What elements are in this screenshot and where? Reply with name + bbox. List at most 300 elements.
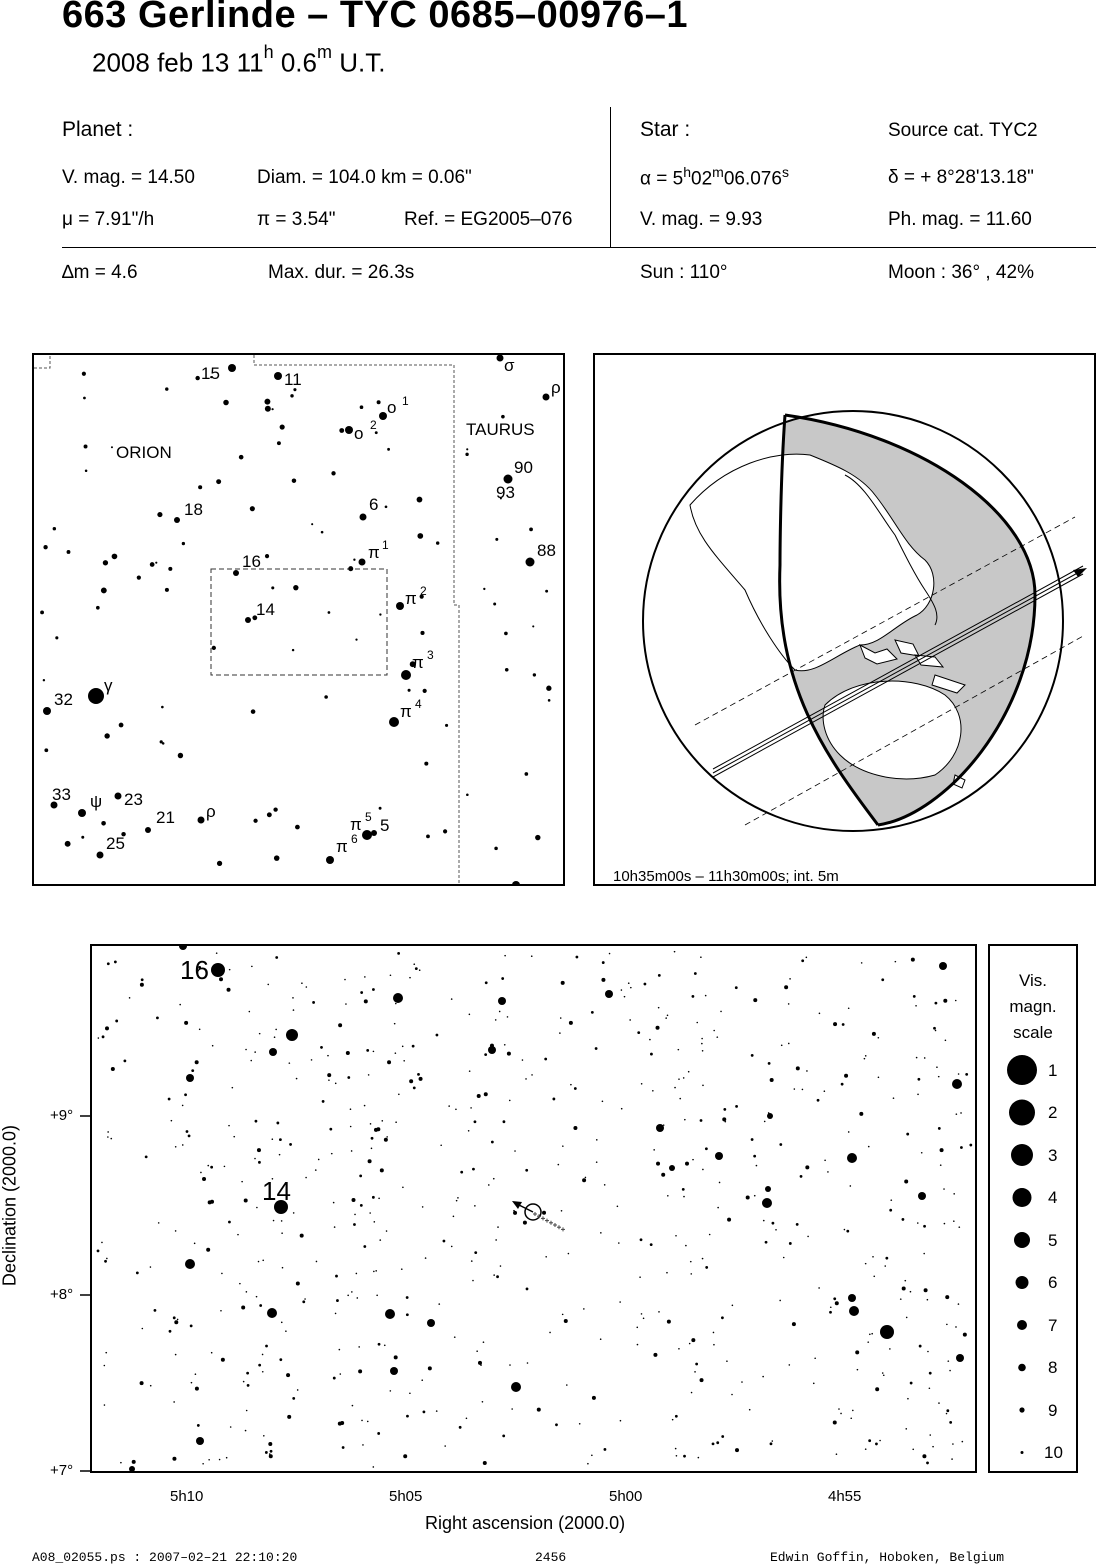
- mag-label: 1: [1048, 1061, 1058, 1080]
- field-star: [650, 1053, 653, 1056]
- field-star: [690, 1273, 692, 1275]
- field-star: [246, 1372, 249, 1375]
- field-star: [104, 1404, 106, 1406]
- field-star: [123, 1059, 126, 1062]
- field-star: [709, 1234, 711, 1236]
- field-star: [281, 1322, 283, 1324]
- field-star: [401, 1268, 403, 1270]
- field-star: [568, 1253, 570, 1255]
- field-star: [179, 946, 187, 950]
- field-star: [459, 1426, 462, 1429]
- field-star: [438, 1303, 440, 1305]
- field-star: [490, 1044, 494, 1048]
- field-star: [262, 1371, 264, 1373]
- field-star: [373, 1466, 375, 1468]
- field-star: [340, 1421, 344, 1425]
- y-tick-7: +7°: [50, 1462, 74, 1479]
- finder-star: [233, 570, 239, 576]
- field-star: [287, 1415, 291, 1419]
- star-label: 5: [380, 816, 390, 835]
- field-star: [692, 995, 695, 998]
- sun-elongation: Sun : 110°: [640, 262, 728, 283]
- field-star: [715, 1152, 723, 1160]
- field-star: [569, 1021, 573, 1025]
- field-star: [436, 1034, 439, 1037]
- field-star: [421, 1379, 423, 1381]
- field-star: [269, 1048, 277, 1056]
- field-star: [921, 1152, 923, 1154]
- field-star: [427, 1319, 435, 1327]
- field-star: [938, 1076, 940, 1078]
- mag-scale-dot: [1011, 1144, 1033, 1166]
- field-star: [531, 955, 533, 957]
- finder-star: [228, 364, 236, 372]
- field-star: [596, 1139, 598, 1141]
- field-star: [381, 1120, 383, 1122]
- field-star: [922, 1195, 925, 1198]
- field-star: [595, 1047, 598, 1050]
- field-star: [735, 986, 738, 989]
- field-star: [713, 1030, 715, 1032]
- field-star: [963, 1333, 967, 1337]
- x-tick-5h10: 5h10: [170, 1488, 204, 1505]
- field-star: [604, 1184, 606, 1186]
- finder-star: [504, 632, 508, 636]
- field-star: [883, 1374, 885, 1376]
- field-star: [667, 1014, 669, 1016]
- field-star: [558, 1164, 560, 1166]
- field-star: [582, 1178, 586, 1182]
- field-star: [643, 1317, 645, 1319]
- field-star: [953, 1193, 955, 1195]
- field-star: [395, 1121, 397, 1123]
- field-star: [156, 1016, 159, 1019]
- field-star: [107, 962, 110, 965]
- star-label: 2: [420, 584, 427, 598]
- field-star: [559, 1032, 561, 1034]
- mag-label: 8: [1048, 1358, 1058, 1377]
- field-star: [621, 1108, 623, 1110]
- field-star: [140, 983, 144, 987]
- mag-scale-dot: [1007, 1055, 1037, 1085]
- field-star: [923, 1225, 926, 1228]
- field-star: [107, 1131, 109, 1133]
- field-star: [318, 1159, 320, 1161]
- field-star: [335, 1083, 337, 1085]
- field-star: [904, 1179, 908, 1183]
- field-star: [503, 1120, 506, 1123]
- mag-scale-dot: [1014, 1232, 1030, 1248]
- y-axis-label: Declination (2000.0): [0, 1124, 20, 1287]
- field-star: [889, 1209, 892, 1212]
- field-star: [483, 1461, 487, 1465]
- finder-star: [103, 560, 108, 565]
- field-star: [587, 1463, 589, 1465]
- finder-star: [529, 527, 533, 531]
- field-star: [840, 1413, 842, 1415]
- field-star: [184, 1021, 188, 1025]
- field-star: [186, 1074, 194, 1082]
- field-star: [946, 1409, 949, 1412]
- field-star: [917, 1094, 919, 1096]
- finder-star: [44, 748, 48, 752]
- ra-prefix: α = 5: [640, 168, 684, 190]
- finder-chart-svg: [34, 355, 563, 884]
- field-star: [880, 1325, 894, 1339]
- finder-star: [174, 517, 180, 523]
- field-star: [796, 1066, 800, 1070]
- field-star: [695, 1363, 698, 1366]
- field-star: [838, 1408, 840, 1410]
- finder-star: [417, 497, 423, 503]
- field-star: [705, 1266, 708, 1269]
- field-star: [263, 1435, 265, 1437]
- finder-star: [274, 372, 282, 380]
- field-star: [700, 956, 702, 958]
- field-star: [705, 1147, 708, 1150]
- ra-minutes: 02: [691, 168, 713, 190]
- field-star: [794, 1088, 796, 1090]
- field-star: [910, 1291, 912, 1293]
- field-star: [484, 1053, 487, 1056]
- field-star: [770, 1442, 773, 1445]
- field-star: [956, 1113, 958, 1115]
- field-star: [111, 1067, 115, 1071]
- field-star: [721, 1316, 724, 1319]
- field-star: [789, 1364, 791, 1366]
- field-star: [604, 1448, 607, 1451]
- field-star: [847, 1153, 857, 1163]
- mag-scale-dot: [1018, 1364, 1026, 1372]
- field-star: [801, 959, 804, 962]
- field-star: [924, 1057, 926, 1059]
- field-star: [482, 1401, 484, 1403]
- finder-star: [267, 812, 272, 817]
- magnitude-scale: [988, 944, 1078, 1473]
- field-star: [195, 1373, 197, 1375]
- field-star: [378, 1343, 381, 1346]
- field-star: [864, 1058, 866, 1060]
- field-star: [511, 1408, 513, 1410]
- field-star: [824, 1090, 826, 1092]
- field-star: [763, 1220, 765, 1222]
- finder-star: [545, 590, 548, 593]
- star-label: π: [350, 815, 362, 834]
- field-star: [653, 1353, 657, 1357]
- field-star: [228, 1221, 231, 1224]
- field-star: [371, 1148, 373, 1150]
- field-star: [885, 1257, 888, 1260]
- field-star: [196, 1437, 204, 1445]
- field-star: [855, 1350, 859, 1354]
- field-star: [258, 1161, 261, 1164]
- field-star: [208, 1459, 210, 1461]
- field-star: [871, 1333, 873, 1335]
- field-star: [650, 1243, 653, 1246]
- field-star: [302, 1300, 305, 1303]
- mag-scale-dot: [1021, 1451, 1024, 1454]
- field-star: [570, 1084, 572, 1086]
- field-star: [775, 1229, 777, 1231]
- field-star: [927, 1351, 929, 1353]
- finder-star: [277, 441, 281, 445]
- finder-star: [161, 706, 164, 709]
- field-star: [656, 1162, 660, 1166]
- field-star: [419, 1077, 423, 1081]
- field-star: [788, 1003, 790, 1005]
- field-star: [911, 958, 915, 962]
- finder-star: [328, 611, 331, 614]
- field-star: [835, 1301, 839, 1305]
- field-star: [328, 1079, 330, 1081]
- field-star: [498, 997, 506, 1005]
- field-star: [362, 1444, 364, 1446]
- detail-chart-svg: [92, 946, 975, 1471]
- field-star: [395, 1052, 397, 1054]
- field-star: [359, 1174, 362, 1177]
- time-system: U.T.: [331, 47, 386, 78]
- y-tick-8: +8°: [50, 1286, 74, 1303]
- field-star: [667, 1320, 671, 1324]
- field-star: [398, 1094, 400, 1096]
- mag-scale-dot: [1019, 1407, 1024, 1412]
- field-star: [366, 1049, 369, 1052]
- star-label: 5: [365, 810, 372, 824]
- field-star: [852, 1410, 854, 1412]
- finder-star: [145, 827, 151, 833]
- field-star: [275, 1029, 277, 1031]
- field-star: [564, 1319, 568, 1323]
- finder-star: [548, 699, 551, 702]
- field-star: [384, 1138, 388, 1142]
- field-star: [628, 982, 630, 984]
- field-star: [387, 1060, 391, 1064]
- field-star: [367, 1421, 369, 1423]
- field-star: [384, 1344, 386, 1346]
- field-star: [509, 1100, 511, 1102]
- field-star: [356, 1273, 358, 1275]
- field-star: [720, 1011, 722, 1013]
- field-star: [276, 1122, 279, 1125]
- field-star: [286, 1029, 298, 1041]
- field-star: [443, 1240, 446, 1243]
- field-star: [779, 1143, 782, 1146]
- field-star: [857, 1369, 859, 1371]
- field-star: [652, 1090, 654, 1092]
- finder-star: [295, 825, 300, 830]
- field-star: [375, 1270, 377, 1272]
- source-catalog: Source cat. TYC2: [888, 120, 1038, 141]
- finder-star: [165, 588, 169, 592]
- field-star: [257, 1148, 261, 1152]
- finder-star: [250, 506, 255, 511]
- field-star: [783, 1257, 785, 1259]
- field-star: [938, 1402, 940, 1404]
- field-star: [679, 1098, 681, 1100]
- field-star: [493, 1178, 495, 1180]
- field-star: [846, 1230, 849, 1233]
- field-star: [915, 1005, 917, 1007]
- field-star: [262, 1260, 264, 1262]
- field-star: [255, 1120, 258, 1123]
- finder-star: [311, 523, 313, 525]
- field-star: [865, 1263, 867, 1265]
- field-star: [768, 1062, 771, 1065]
- field-star: [360, 1204, 363, 1207]
- field-star: [513, 1211, 517, 1215]
- field-star: [527, 1362, 529, 1364]
- planet-heading: Planet :: [62, 118, 134, 141]
- field-star: [230, 1426, 232, 1428]
- field-star: [250, 1060, 252, 1062]
- field-star: [906, 1317, 908, 1319]
- field-star: [619, 1301, 621, 1303]
- finder-star: [505, 668, 509, 672]
- star-label: 6: [351, 832, 358, 846]
- field-star: [254, 1051, 256, 1053]
- field-star: [721, 1435, 724, 1438]
- field-star: [882, 1372, 884, 1374]
- finder-star: [119, 723, 124, 728]
- field-star: [591, 1454, 593, 1456]
- field-star: [960, 1112, 962, 1114]
- field-star: [965, 1073, 968, 1076]
- field-star: [802, 1089, 804, 1091]
- finder-star: [198, 817, 205, 824]
- field-star: [753, 998, 757, 1002]
- finder-star: [88, 688, 104, 704]
- mag-scale-dot: [1016, 1276, 1029, 1289]
- field-star: [129, 1466, 135, 1471]
- star-label: ρ: [206, 802, 216, 821]
- field-star: [824, 1159, 826, 1161]
- field-star: [702, 1085, 704, 1087]
- field-star: [358, 1346, 360, 1348]
- mag-label: 3: [1048, 1146, 1058, 1165]
- field-star: [495, 1019, 497, 1021]
- finder-star: [362, 830, 372, 840]
- field-star: [689, 1343, 691, 1345]
- finder-star: [512, 881, 520, 884]
- field-star: [145, 1155, 148, 1158]
- field-star: [507, 1016, 509, 1018]
- field-star: [327, 1055, 329, 1057]
- field-star: [878, 1076, 880, 1078]
- field-star: [468, 1130, 470, 1132]
- finder-star: [273, 807, 277, 811]
- field-star: [409, 977, 411, 979]
- finder-star: [408, 689, 411, 692]
- field-star: [272, 1138, 274, 1140]
- field-star: [413, 1086, 416, 1089]
- field-star: [688, 1071, 690, 1073]
- finder-star: [253, 819, 257, 823]
- field-star: [762, 1198, 772, 1208]
- field-star: [807, 1236, 809, 1238]
- field-star: [353, 1223, 356, 1226]
- field-star: [397, 952, 400, 955]
- field-star: [936, 1066, 938, 1068]
- field-star: [933, 1027, 936, 1030]
- field-star: [403, 1454, 407, 1458]
- star-label: 1: [382, 538, 389, 552]
- field-star: [120, 1462, 122, 1464]
- field-star: [848, 1131, 850, 1133]
- star-label: 3: [427, 648, 434, 662]
- finder-star: [157, 512, 162, 517]
- field-star: [562, 1145, 564, 1147]
- field-star: [208, 1200, 212, 1204]
- finder-star: [111, 446, 113, 448]
- finder-chart: [32, 353, 565, 886]
- field-star: [265, 1451, 268, 1454]
- field-star: [454, 1336, 456, 1338]
- field-star: [958, 1073, 960, 1075]
- field-star: [946, 1324, 948, 1326]
- field-star: [678, 1348, 680, 1350]
- field-star: [471, 1260, 473, 1262]
- star-label: π: [412, 653, 424, 672]
- field-star: [386, 1230, 388, 1232]
- field-star: [583, 1308, 585, 1310]
- field-star: [249, 1011, 251, 1013]
- field-star: [956, 1354, 964, 1362]
- ra-m-unit: m: [712, 164, 724, 180]
- field-star: [460, 1171, 463, 1174]
- field-star: [685, 1245, 687, 1247]
- finder-star: [271, 408, 273, 410]
- field-star: [947, 1360, 949, 1362]
- finder-star: [466, 793, 469, 796]
- finder-star: [443, 829, 447, 833]
- finder-star: [43, 707, 51, 715]
- field-star: [833, 1297, 836, 1300]
- field-star: [683, 1196, 685, 1198]
- field-star: [376, 1127, 380, 1131]
- field-star: [829, 1311, 832, 1314]
- field-star: [727, 1218, 731, 1222]
- field-star: [356, 1297, 358, 1299]
- finder-star: [292, 478, 297, 483]
- finder-star: [385, 505, 388, 508]
- field-star: [781, 1044, 783, 1046]
- field-star: [770, 1078, 774, 1082]
- field-star: [788, 1043, 790, 1045]
- field-star: [352, 1405, 354, 1407]
- finder-star: [43, 679, 45, 681]
- finder-star: [371, 830, 377, 836]
- magnitude-scale-svg: [990, 946, 1076, 1471]
- finder-star: [501, 415, 505, 419]
- field-star: [493, 1274, 495, 1276]
- field-star: [490, 1048, 492, 1050]
- field-star: [713, 1344, 715, 1346]
- delta-magnitude: ∆m = 4.6: [62, 262, 138, 283]
- field-star: [311, 1059, 313, 1061]
- finder-star: [280, 424, 285, 429]
- field-star: [958, 1303, 960, 1305]
- field-star: [256, 1207, 258, 1209]
- field-star: [923, 1253, 925, 1255]
- field-star: [932, 1446, 934, 1448]
- field-star: [296, 1282, 300, 1286]
- finder-star: [82, 372, 86, 376]
- field-star: [951, 1458, 953, 1460]
- field-star: [351, 1291, 353, 1293]
- field-star: [175, 1354, 177, 1356]
- field-star: [509, 1364, 511, 1366]
- field-star: [542, 1211, 546, 1215]
